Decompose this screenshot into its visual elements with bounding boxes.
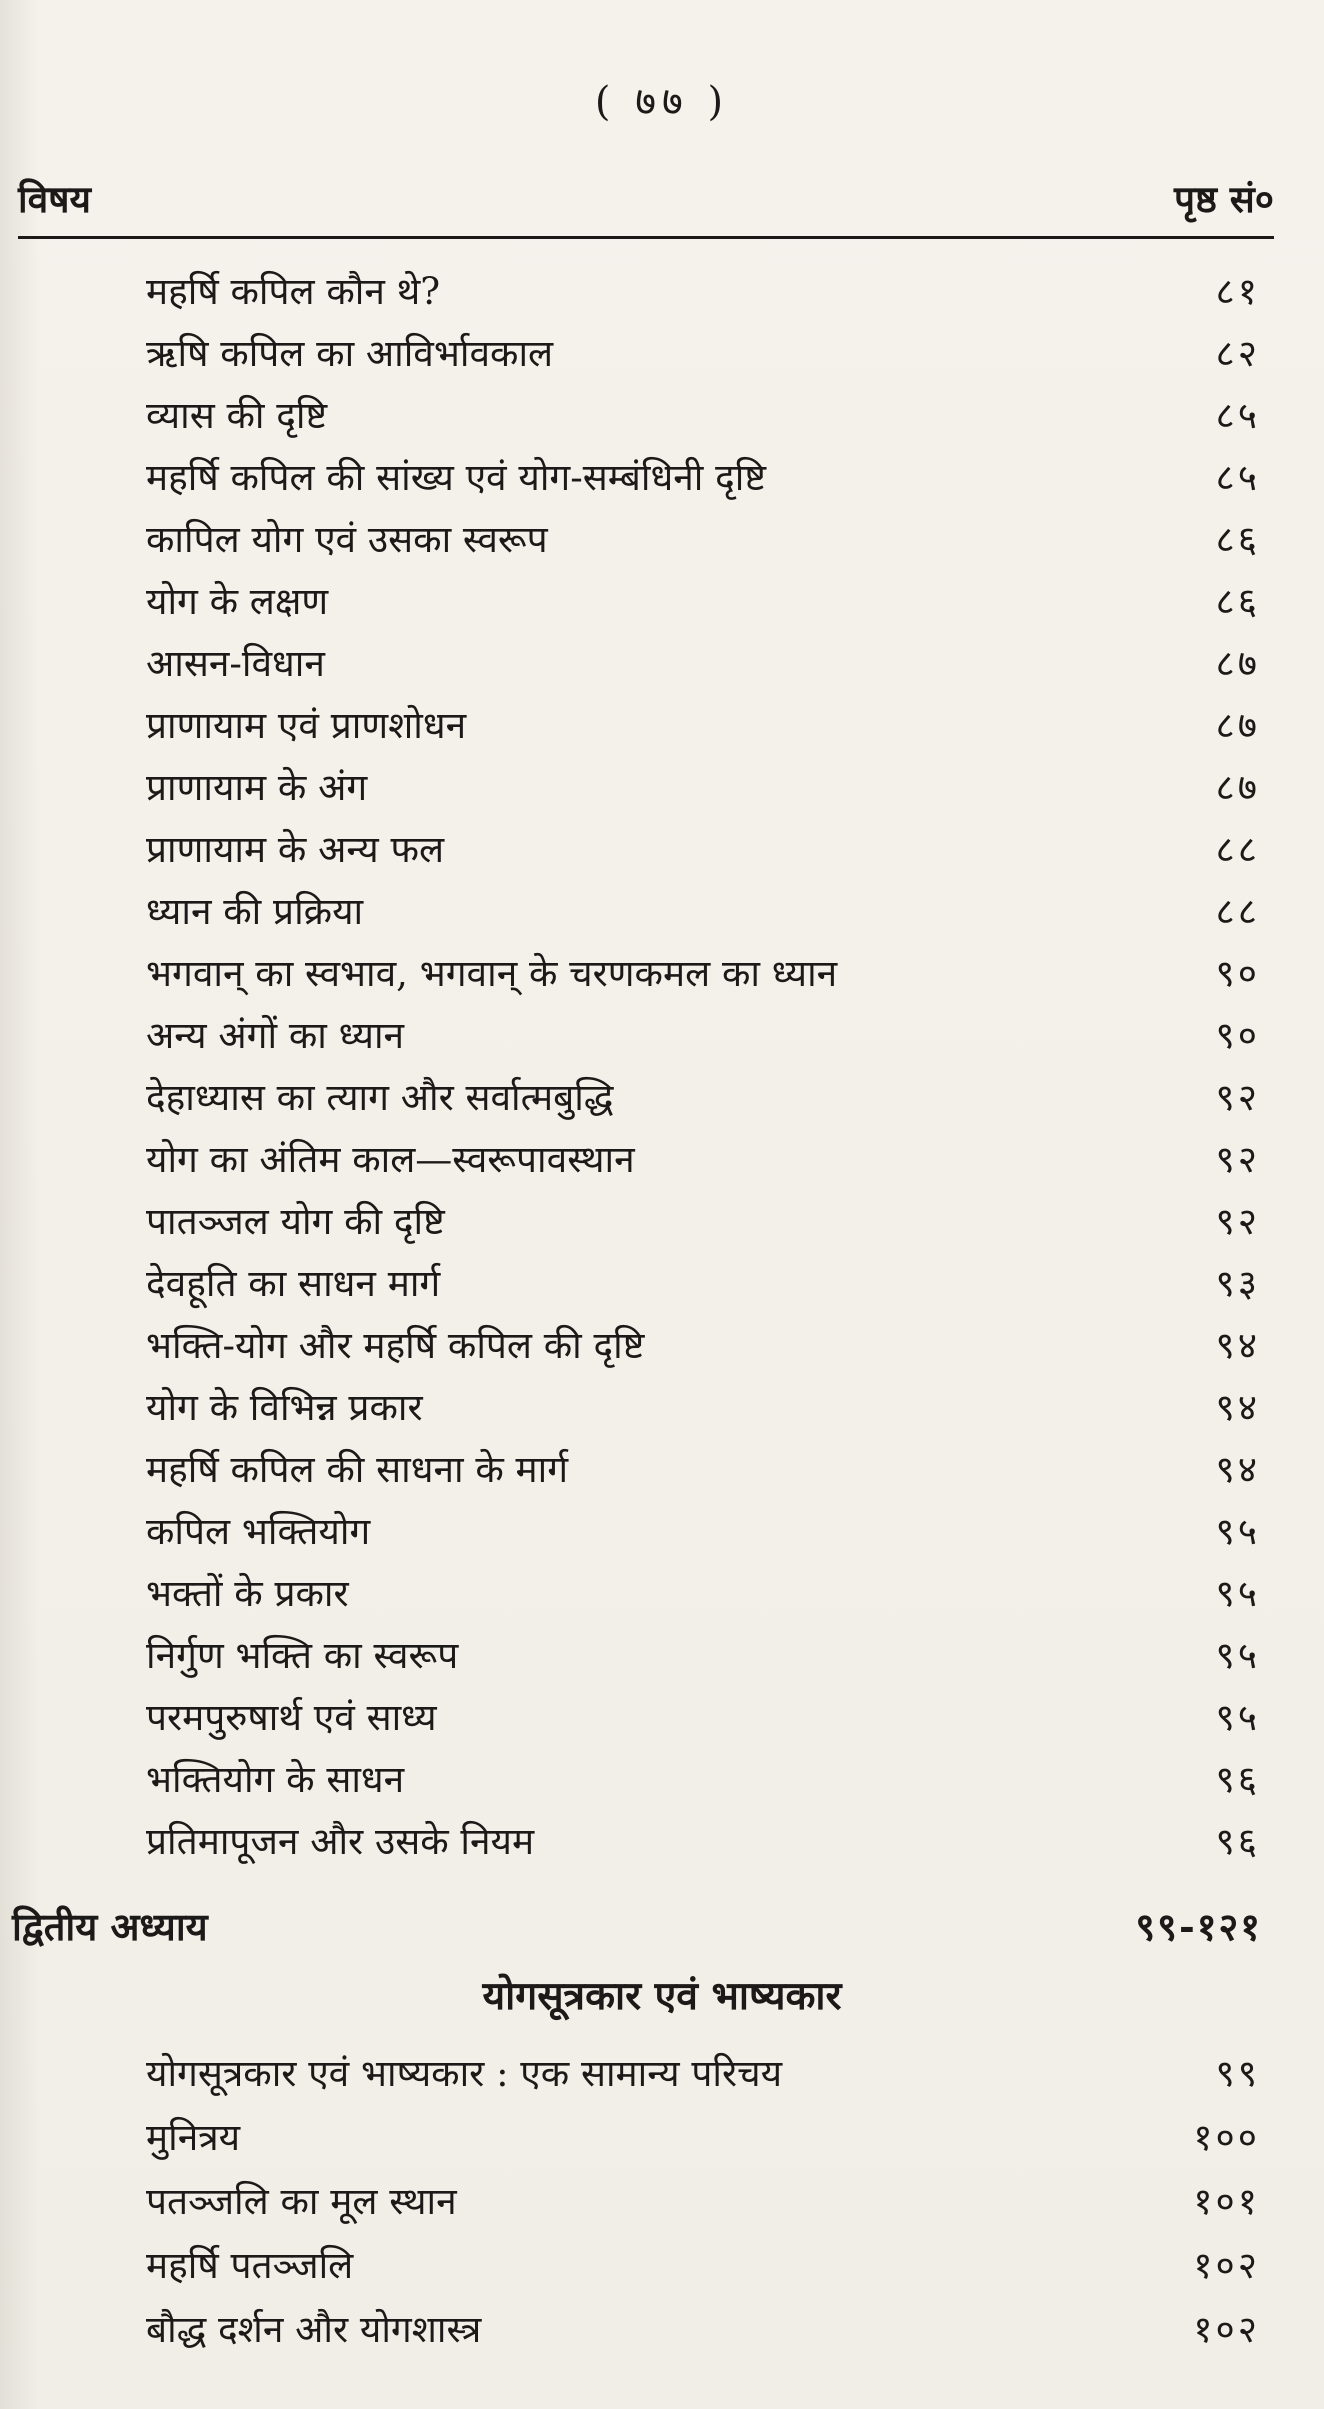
toc-entry-page: १०० — [1193, 2116, 1260, 2159]
toc-entry-page: ९६ — [1215, 1758, 1260, 1801]
chapter-page-range: ९९-१२१ — [1135, 1904, 1262, 1949]
toc-entry-page: ९५ — [1215, 1572, 1260, 1615]
toc-entry — [0, 1310, 1324, 1372]
toc-header — [18, 172, 1274, 232]
toc-entry-page: ९३ — [1215, 1262, 1260, 1305]
toc-entry — [0, 752, 1324, 814]
subject-column-heading: विषय — [18, 177, 92, 221]
toc-entry — [0, 2294, 1324, 2358]
toc-entry-title: भक्ति-योग और महर्षि कपिल की दृष्टि — [146, 1324, 645, 1367]
toc-entry-title: महर्षि कपिल की साधना के मार्ग — [146, 1448, 569, 1491]
toc-entry — [0, 1124, 1324, 1186]
toc-entry-title: योग के विभिन्न प्रकार — [146, 1386, 423, 1429]
toc-entry-page: ९६ — [1215, 1820, 1260, 1863]
toc-entry-title: निर्गुण भक्ति का स्वरूप — [146, 1634, 459, 1677]
toc-entry-title: योग के लक्षण — [146, 580, 329, 623]
toc-entry-page: ९० — [1215, 1014, 1260, 1057]
toc-entry-page: ८७ — [1215, 642, 1260, 685]
toc-entry-page: ८५ — [1215, 394, 1260, 437]
header-divider — [18, 236, 1274, 239]
toc-entry — [0, 938, 1324, 1000]
toc-entry-page: ९५ — [1215, 1510, 1260, 1553]
toc-entry-title: भक्तों के प्रकार — [146, 1572, 349, 1615]
toc-entry-page: ८८ — [1215, 828, 1260, 871]
toc-entry — [0, 1558, 1324, 1620]
toc-entry-title: व्यास की दृष्टि — [146, 394, 328, 437]
toc-entry — [0, 318, 1324, 380]
toc-entry-title: देहाध्यास का त्याग और सर्वात्मबुद्धि — [146, 1076, 614, 1119]
toc-list-chapter-2 — [0, 2038, 1324, 2358]
page-column-heading: पृष्ठ सं० — [1174, 177, 1274, 221]
toc-entry-page: ९२ — [1215, 1076, 1260, 1119]
toc-entry — [0, 566, 1324, 628]
toc-entry — [0, 2038, 1324, 2102]
toc-entry-title: महर्षि पतञ्जलि — [146, 2244, 354, 2287]
toc-entry — [0, 1620, 1324, 1682]
toc-entry — [0, 1186, 1324, 1248]
toc-entry-page: ८१ — [1215, 270, 1260, 313]
toc-entry-title: प्राणायाम के अन्य फल — [146, 828, 445, 871]
toc-entry-page: ९४ — [1215, 1448, 1260, 1491]
toc-entry — [0, 1806, 1324, 1868]
chapter-title: द्वितीय अध्याय — [12, 1904, 208, 1949]
toc-entry-page: ९२ — [1215, 1138, 1260, 1181]
toc-entry-page: ९५ — [1215, 1696, 1260, 1739]
section-heading: योगसूत्रकार एवं भाष्यकार — [482, 1973, 842, 2019]
toc-entry-title: प्रतिमापूजन और उसके नियम — [146, 1820, 535, 1863]
toc-entry-page: १०१ — [1193, 2180, 1260, 2223]
toc-entry-title: कपिल भक्तियोग — [146, 1510, 371, 1553]
toc-entry-title: भगवान् का स्वभाव, भगवान् के चरणकमल का ध्यान — [146, 952, 838, 995]
toc-entry — [0, 1248, 1324, 1310]
toc-entry-page: ९२ — [1215, 1200, 1260, 1243]
toc-entry-page: ८७ — [1215, 766, 1260, 809]
toc-entry-title: मुनित्रय — [146, 2116, 241, 2159]
toc-entry — [0, 690, 1324, 752]
toc-entry-title: महर्षि कपिल कौन थे? — [146, 270, 441, 313]
toc-entry — [0, 380, 1324, 442]
toc-entry — [0, 1000, 1324, 1062]
toc-entry-page: ८६ — [1215, 518, 1260, 561]
toc-entry-page: ९५ — [1215, 1634, 1260, 1677]
toc-entry-title: प्राणायाम के अंग — [146, 766, 368, 809]
toc-entry — [0, 442, 1324, 504]
toc-entry — [0, 628, 1324, 690]
toc-entry — [0, 814, 1324, 876]
toc-entry — [0, 876, 1324, 938]
toc-entry-page: ९९ — [1215, 2052, 1260, 2095]
toc-entry — [0, 256, 1324, 318]
chapter-heading — [12, 1900, 1262, 1960]
toc-entry-page: ९४ — [1215, 1386, 1260, 1429]
toc-entry — [0, 504, 1324, 566]
page-number: ( ७७ ) — [594, 79, 730, 125]
toc-entry-title: पतञ्जलि का मूल स्थान — [146, 2180, 457, 2223]
toc-entry — [0, 1496, 1324, 1558]
toc-entry-page: ८८ — [1215, 890, 1260, 933]
toc-entry-page: ८५ — [1215, 456, 1260, 499]
toc-entry-title: प्राणायाम एवं प्राणशोधन — [146, 704, 467, 747]
toc-entry-title: ध्यान की प्रक्रिया — [146, 890, 364, 933]
toc-entry-title: बौद्ध दर्शन और योगशास्त्र — [146, 2308, 482, 2351]
toc-entry-title: ऋषि कपिल का आविर्भावकाल — [146, 332, 554, 375]
toc-entry-title: भक्तियोग के साधन — [146, 1758, 405, 1801]
toc-entry — [0, 1372, 1324, 1434]
toc-entry-page: ८६ — [1215, 580, 1260, 623]
toc-entry-page: ८२ — [1215, 332, 1260, 375]
toc-entry — [0, 2166, 1324, 2230]
toc-entry-title: परमपुरुषार्थ एवं साध्य — [146, 1696, 437, 1739]
toc-entry-title: देवहूति का साधन मार्ग — [146, 1262, 441, 1305]
toc-entry-title: पातञ्जल योग की दृष्टि — [146, 1200, 445, 1243]
toc-entry-page: ९४ — [1215, 1324, 1260, 1367]
toc-list — [0, 256, 1324, 1868]
toc-entry — [0, 1434, 1324, 1496]
toc-entry — [0, 1744, 1324, 1806]
toc-entry-title: आसन-विधान — [146, 642, 325, 685]
toc-entry — [0, 1062, 1324, 1124]
toc-entry-title: योगसूत्रकार एवं भाष्यकार : एक सामान्य परिचय — [146, 2052, 783, 2095]
toc-entry-title: महर्षि कपिल की सांख्य एवं योग-सम्बंधिनी दृष्टि — [146, 456, 766, 499]
toc-entry-title: अन्य अंगों का ध्यान — [146, 1014, 405, 1057]
toc-entry — [0, 1682, 1324, 1744]
toc-entry-page: १०२ — [1193, 2244, 1260, 2287]
toc-entry — [0, 2102, 1324, 2166]
toc-entry-title: कापिल योग एवं उसका स्वरूप — [146, 518, 548, 561]
toc-entry-title: योग का अंतिम काल—स्वरूपावस्थान — [146, 1138, 635, 1181]
toc-entry-page: ९० — [1215, 952, 1260, 995]
toc-entry-page: ८७ — [1215, 704, 1260, 747]
toc-entry — [0, 2230, 1324, 2294]
toc-entry-page: १०२ — [1193, 2308, 1260, 2351]
